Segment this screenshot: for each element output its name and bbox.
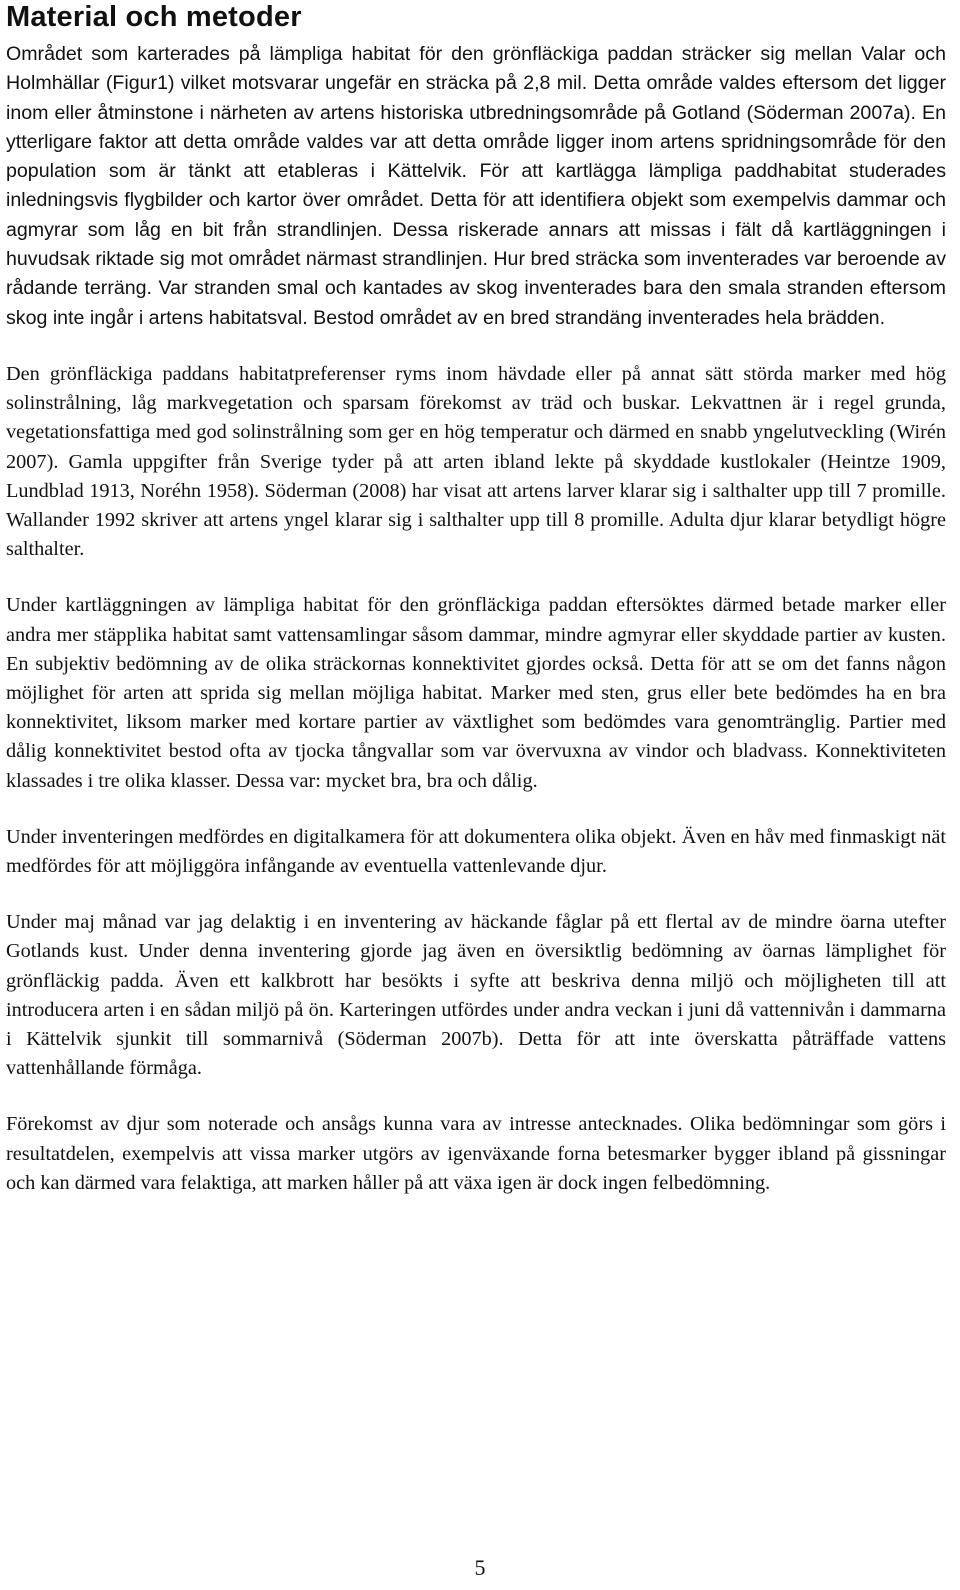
page-number: 5: [474, 1555, 486, 1580]
paragraph-habitat-preferences: Den grönfläckiga paddans habitatpreferenser ryms inom hävdade eller på annat sätt störda marker med hög solinstrålning, låg markvegetation och sparsam förekomst av träd och buskar. Lekvattnen är i regel grunda, vegetationsfattiga med god solinstrålning som ger en hög temperatur och därmed en snabb yngelutveckling (Wirén 2007). Gamla uppgifter från Sverige tyder på att arten ibland lekte på skyddade kustlokaler (Heintze 1909, Lundblad 1913, Noréhn 1958). Söderman (2008) har visat att artens larver klarar sig i salthalter upp till 7 promille. Wallander 1992 skriver att artens yngel klarar sig i salthalter upp till 8 promille. Adulta djur klarar betydligt högre salthalter.: [6, 362, 946, 561]
section-heading: Material och metoder: [6, 1, 302, 33]
paragraph-mapping-connectivity: Under kartläggningen av lämpliga habitat för den grönfläckiga paddan eftersöktes därmed betade marker eller andra mer stäpplika habitat samt vattensamlingar såsom dammar, mindre agmyrar eller skyddade partier av kusten. En subjektiv bedömning av de olika sträckornas konnektivitet gjordes också. Detta för att se om det fanns någon möjlighet för arten att sprida sig mellan möjliga habitat. Marker med sten, grus eller bete bedömdes ha en bra konnektivitet, liksom marker med kortare partier av växtlighet som bedömdes vara genomtränglig. Partier med dålig konnektivitet bestod ofta av tjocka tångvallar som var övervuxna av vindor och bladvass. Konnektiviteten klassades i tre olika klasser. Dessa var: mycket bra, bra och dålig.: [6, 594, 946, 792]
paragraph-notes-assessments: Förekomst av djur som noterade och ansågs kunna vara av intresse antecknades. Olika bedömningar som görs i resultatdelen, exempelvis att vissa marker utgörs av igenväxande forna betesmarker bygger ibland på gissningar och kan därmed vara felaktiga, att marken håller på att växa igen är dock ingen felbedömning.: [6, 1113, 946, 1194]
paragraph-equipment: Under inventeringen medfördes en digitalkamera för att dokumentera olika objekt. Även en håv med finmaskigt nät medfördes för att möjliggöra infångande av eventuella vattenlevande djur.: [6, 825, 946, 878]
document-page: [6, 0, 946, 1198]
paragraph-study-area: Området som karterades på lämpliga habitat för den grönfläckiga paddan sträcker sig mellan Valar och Holmhällar (Figur1) vilket motsvarar ungefär en sträcka på 2,8 mil. Detta område valdes eftersom det ligger inom eller åtminstone i närheten av artens historiska utbredningsområde på Gotland (Söderman 2007a). En ytterligare faktor att detta område valdes var att detta område ligger inom artens spridningsområde för den population som är tänkt att etableras i Kättelvik. För att kartlägga lämpliga paddhabitat studerades inledningsvis flygbilder och kartor över området. Detta för att identifiera objekt som exempelvis dammar och agmyrar som låg en bit från strandlinjen. Dessa riskerade annars att missas i fält då kartläggningen i huvudsak riktade sig mot området närmast strandlinjen. Hur bred sträcka som inventerades var beroende av rådande terräng. Var stranden smal och kantades av skog inventerades bara den smala stranden eftersom skog inte ingår i artens habitatsval. Bestod området av en bred strandäng inventerades hela brädden.: [6, 43, 946, 329]
paragraph-island-inventory: Under maj månad var jag delaktig i en inventering av häckande fåglar på ett flertal av de mindre öarna utefter Gotlands kust. Under denna inventering gjorde jag även en översiktlig bedömning av öarnas lämplighet för grönfläckig padda. Även ett kalkbrott har besökts i syfte att beskriva denna miljö och möjligheten till att introducera arten i en sådan miljö på ön. Karteringen utfördes under andra veckan i juni då vattennivån i dammarna i Kättelvik sjunkit till sommarnivå (Söderman 2007b). Detta för att inte överskatta påträffade vattens vattenhållande förmåga.: [6, 911, 946, 1080]
